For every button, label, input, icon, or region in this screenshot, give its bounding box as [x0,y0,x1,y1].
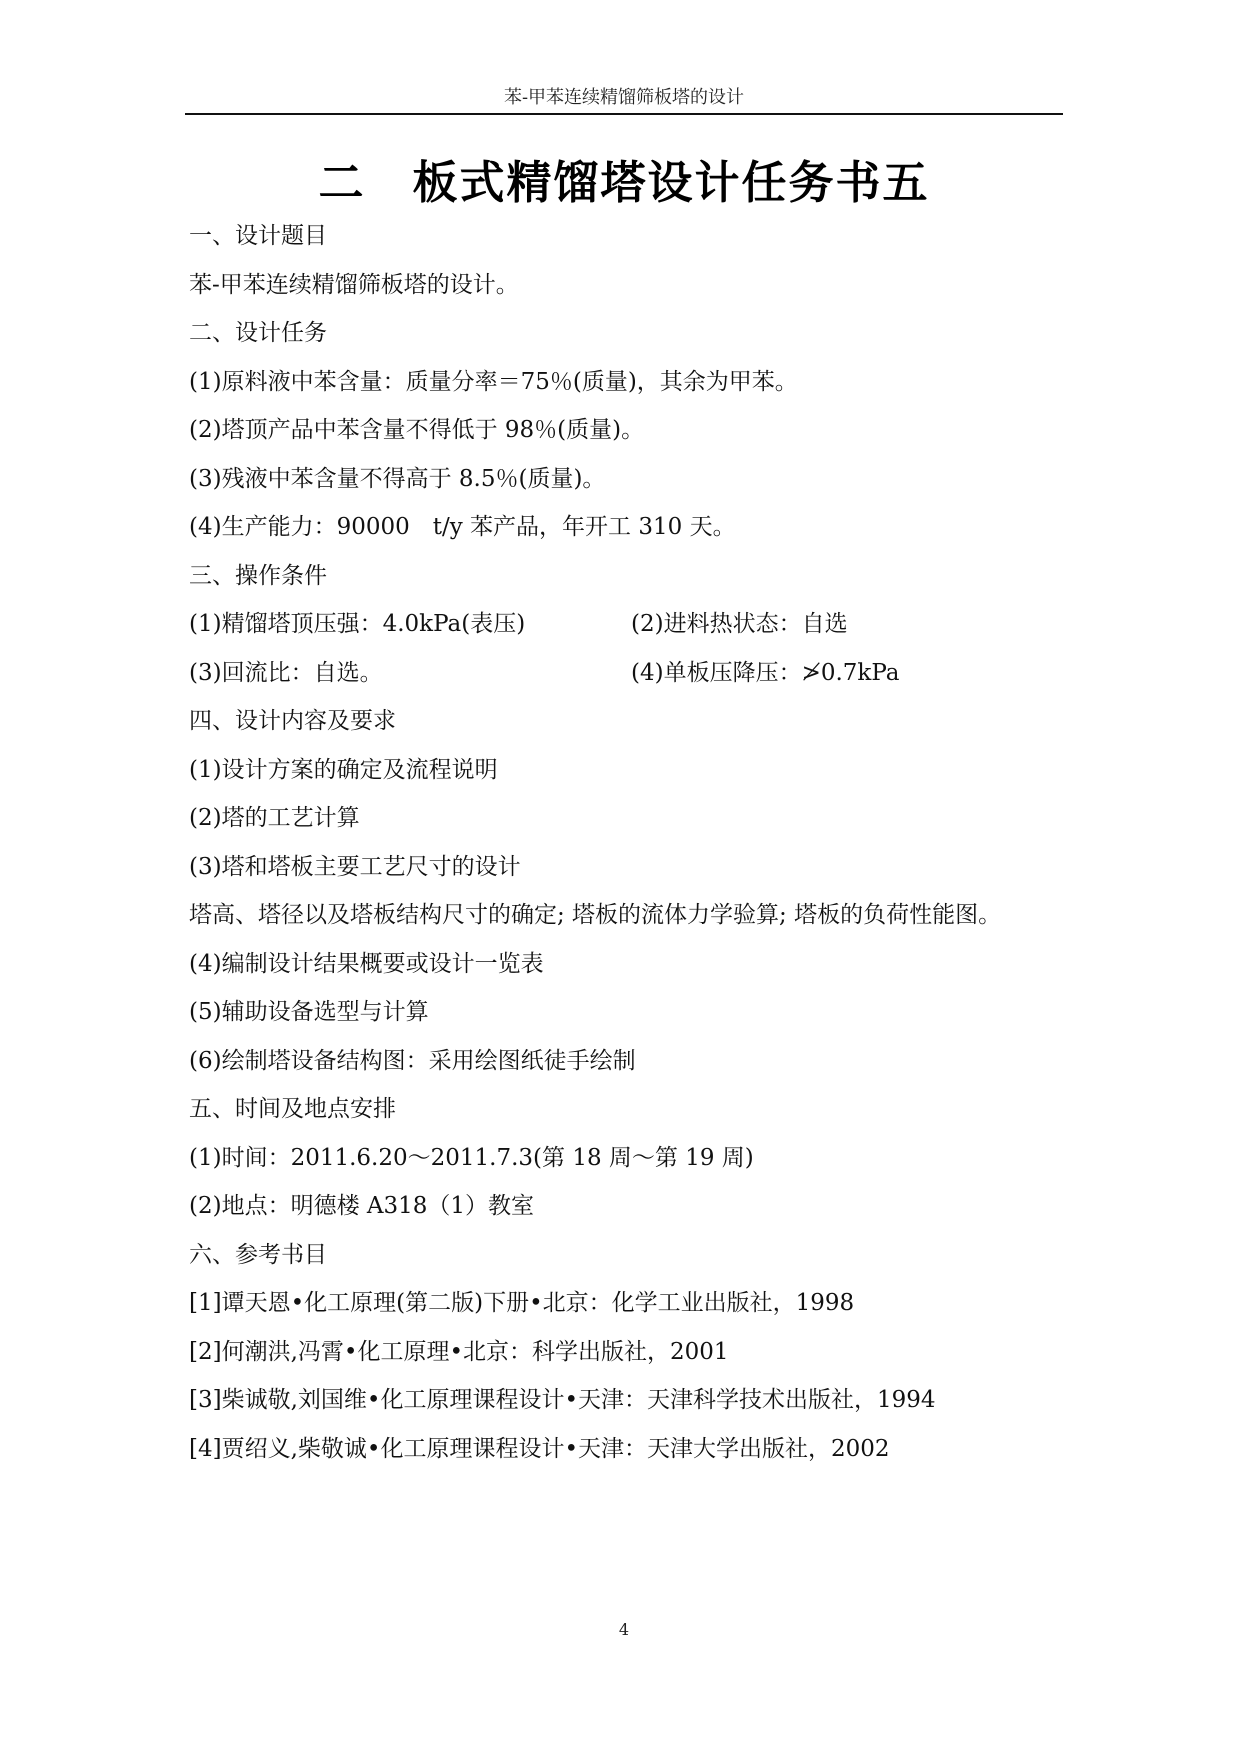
reference-item: [4]贾绍义,柴敬诚•化工原理课程设计•天津：天津大学出版社，2002 [189,1435,890,1462]
section-heading-design-tasks: 二、设计任务 [189,320,327,346]
content-item: (1)设计方案的确定及流程说明 [189,756,498,783]
reference-item: [2]何潮洪,冯霄•化工原理•北京：科学出版社，2001 [189,1338,729,1365]
section-heading-schedule: 五、时间及地点安排 [189,1096,396,1122]
running-header: 苯-甲苯连续精馏筛板塔的设计 [503,87,745,108]
page-number: 4 [618,1620,630,1639]
task-item: (3)残液中苯含量不得高于 8.5％(质量)。 [189,465,606,492]
task-item: (1)原料液中苯含量：质量分率＝75％(质量)，其余为甲苯。 [189,368,798,395]
condition-item: (2)进料热状态：自选 [631,611,848,637]
task-item: (2)塔顶产品中苯含量不得低于 98％(质量)。 [189,417,645,443]
condition-row [189,610,1064,659]
task-item: (4)生产能力：90000 t/y 苯产品，年开工 310 天。 [189,514,736,540]
page-title: 二 板式精馏塔设计任务书五 [318,156,930,209]
content-item: 塔高、塔径以及塔板结构尺寸的确定; 塔板的流体力学验算; 塔板的负荷性能图。 [189,902,1002,928]
content-item: (5)辅助设备选型与计算 [189,999,429,1025]
reference-item: [1]谭天恩•化工原理(第二版)下册•北京：化学工业出版社，1998 [189,1290,855,1316]
condition-item: (1)精馏塔顶压强：4.0kPa(表压) [189,611,526,637]
content-item: (2)塔的工艺计算 [189,805,360,831]
reference-item: [3]柴诚敬,刘国维•化工原理课程设计•天津：天津科学技术出版社，1994 [189,1387,936,1413]
section-heading-references: 六、参考书目 [189,1241,327,1268]
section-heading-design-content: 四、设计内容及要求 [189,708,396,734]
condition-item: (3)回流比：自选。 [189,659,383,686]
content-item: (4)编制设计结果概要或设计一览表 [189,950,544,977]
content-item: (3)塔和塔板主要工艺尺寸的设计 [189,853,521,880]
section-heading-operating-conditions: 三、操作条件 [189,562,327,589]
header-rule [185,113,1063,115]
schedule-item: (2)地点：明德楼 A318（1）教室 [189,1193,535,1219]
design-topic-text: 苯-甲苯连续精馏筛板塔的设计。 [189,271,519,298]
document-body [189,222,1064,1483]
content-item: (6)绘制塔设备结构图：采用绘图纸徒手绘制 [189,1047,636,1074]
condition-row [189,659,1064,708]
schedule-item: (1)时间：2011.6.20～2011.7.3(第 18 周～第 19 周) [189,1144,754,1171]
condition-item: (4)单板压降压：≯0.7kPa [631,659,900,686]
section-heading-design-topic: 一、设计题目 [189,223,327,249]
